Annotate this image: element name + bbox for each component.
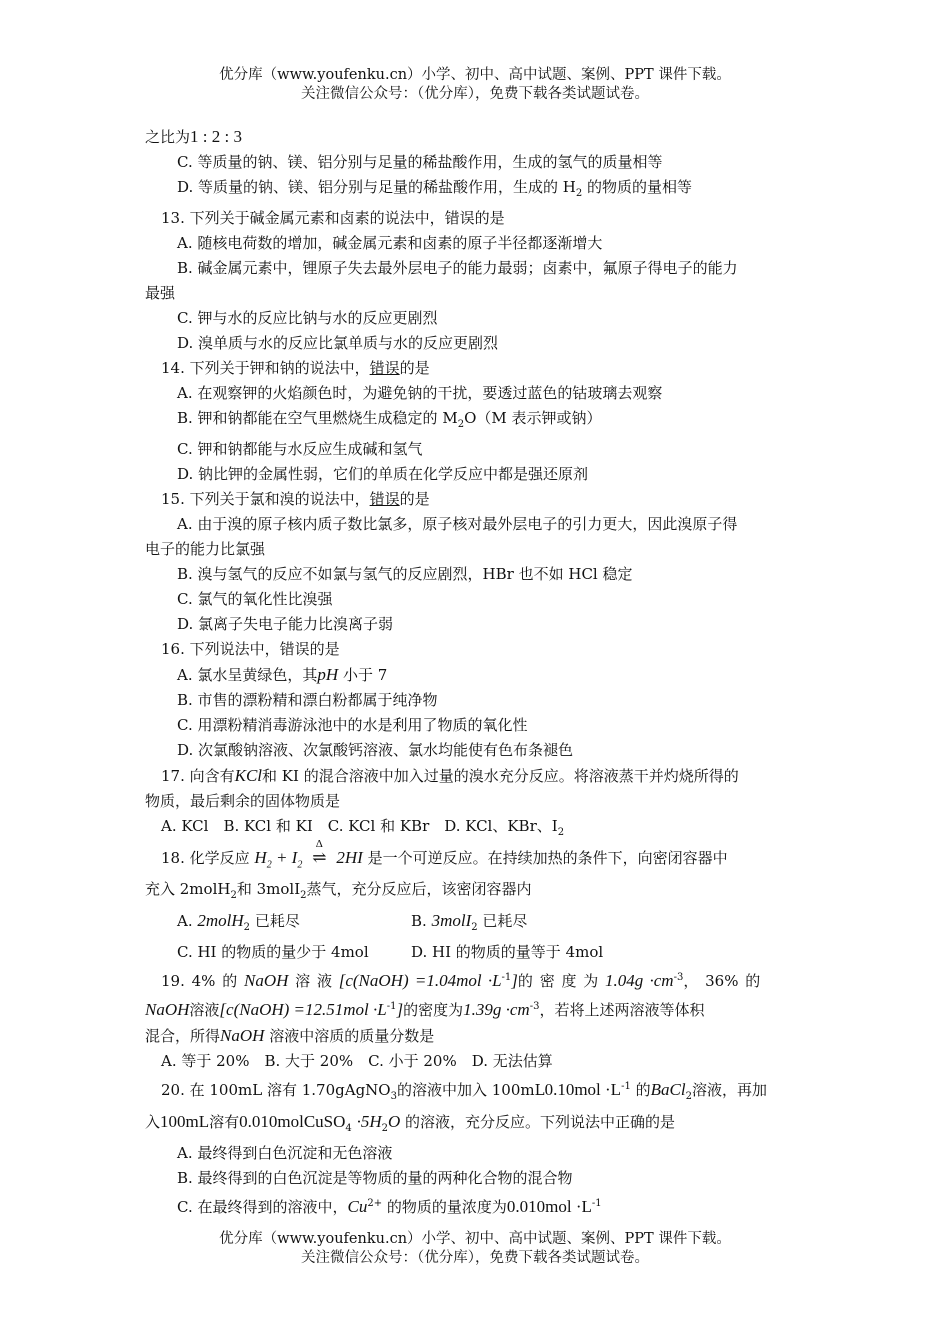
q18-options-ab: [145, 908, 810, 940]
question-content: [145, 124, 810, 1220]
q19-stem-line2: NaOH溶液[c(NaOH) $=12.51mol \cdot L^{-1}$]的密度为$1.39g \cdot cm^{-3}$，若将上述两溶液等体积: [145, 1000, 705, 1020]
reaction-equation: $H_2 + I_2$ Δ ⇌ 2HI: [254, 838, 363, 871]
q15-option-a-line2: 电子的能力比氯强: [145, 540, 266, 558]
page-header: [0, 66, 950, 104]
page-footer: [0, 1230, 950, 1268]
q19-options: A. 等于 20% B. 大于 20% C. 小于 20% D. 无法估算: [161, 1052, 553, 1071]
q15-option-c: C. 氯气的氧化性比溴强: [177, 590, 333, 608]
q18-stem-line1: 18. 化学反应 $H_2 + I_2$ Δ ⇌ 2HI 是一个可逆反应。在持续加热的条件下，向密闭容器中: [161, 838, 728, 871]
q17-stem-line1: 17. 向含有KCl和 KI 的混合溶液中加入过量的溴水充分反应。将溶液蒸干并灼烧所得的: [161, 766, 739, 785]
q13-option-b-line1: B. 碱金属元素中，锂原子失去最外层电子的能力最弱；卤素中，氟原子得电子的能力: [177, 259, 738, 277]
q20-stem-line2: 入100mL溶有0.010molCuSO$_4$ $\cdot 5H_2O$ 的溶液，充分反应。下列说法中正确的是: [145, 1112, 676, 1135]
q12-option-c: C. 等质量的钠、镁、铝分别与足量的稀盐酸作用，生成的氢气的质量相等: [177, 153, 663, 171]
q18-option-b: B. 3molI$_2$ 已耗尽: [411, 911, 528, 934]
kcl-formula: KCl: [234, 766, 263, 785]
q20-option-c: C. 在最终得到的溶液中，$Cu^{2+}$ 的物质的量浓度为$0.010mol \cdot L^{-1}$: [177, 1197, 602, 1217]
q20-option-b: B. 最终得到的白色沉淀是等物质的量的两种化合物的混合物: [177, 1169, 573, 1188]
q15-option-a-line1: A. 由于溴的原子核内质子数比氯多，原子核对最外层电子的引力更大，因此溴原子得: [177, 515, 738, 533]
q16-option-b: B. 市售的漂粉精和漂白粉都属于纯净物: [177, 691, 438, 709]
q15-stem: 15. 下列关于氯和溴的说法中，错误的是: [161, 490, 430, 508]
q13-option-b-line2: 最强: [145, 284, 176, 302]
q18-options-cd: [145, 940, 810, 965]
q19-stem-line1: 19. 4% 的 NaOH 溶 液 [c(NaOH) $=1.04mol \cdot L^{-1}$]的 密 度 为 $1.04g \cdot cm^{-3}$， 36% 的: [161, 971, 761, 991]
q13-stem: 13. 下列关于碱金属元素和卤素的说法中，错误的是: [161, 209, 505, 227]
q14-option-b: B. 钾和钠都能在空气里燃烧生成稳定的 $M_2O(M$ 表示钾或钠）: [177, 409, 602, 430]
q18-stem-line2: 充入 2molH$_2$和 3molI$_2$蒸气，充分反应后，该密闭容器内: [145, 880, 532, 902]
q14-option-c: C. 钾和钠都能与水反应生成碱和氢气: [177, 440, 423, 458]
q16-option-d: D. 次氯酸钠溶液、次氯酸钙溶液、氯水均能使有色布条褪色: [177, 741, 574, 759]
q14-option-d: D. 钠比钾的金属性弱，它们的单质在化学反应中都是强还原剂: [177, 465, 589, 483]
q15-option-b: B. 溴与氢气的反应不如氯与氢气的反应剧烈，HBr 也不如 HCl 稳定: [177, 565, 633, 583]
q17-options: A. KCl B. KCl 和 KI C. KCl 和 KBr D. KCl、KBr、$I_2$: [161, 817, 565, 838]
q20-option-a: A. 最终得到白色沉淀和无色溶液: [177, 1144, 393, 1163]
q18-option-a: A. 2molH$_2$ 已耗尽: [177, 911, 300, 934]
q16-option-c: C. 用漂粉精消毒游泳池中的水是利用了物质的氧化性: [177, 716, 528, 734]
header-line-2: 关注微信公众号：（优分库），免费下载各类试题试卷。: [301, 86, 649, 102]
q17-stem-line2: 物质，最后剩余的固体物质是: [145, 792, 341, 810]
q18-option-c: C. HI 的物质的量少于 4mol: [177, 943, 369, 962]
q15-option-d: D. 氯离子失电子能力比溴离子弱: [177, 615, 394, 633]
q16-option-a: A. 氯水呈黄绿色，其pH 小于 7: [177, 665, 388, 684]
q18-option-d: D. HI 的物质的量等于 4mol: [411, 943, 604, 962]
q14-stem: 14. 下列关于钾和钠的说法中，错误的是: [161, 359, 430, 377]
q13-option-c: C. 钾与水的反应比钠与水的反应更剧烈: [177, 309, 438, 327]
ph-formula: pH: [317, 665, 339, 684]
q20-stem-line1: 20. 在 100mL 溶有 1.70gAgNO$_3$的溶液中加入 $100mL0.10mol \cdot L^{-1}$ 的BaCl$_2$溶液，再加: [161, 1080, 767, 1103]
q16-stem: 16. 下列说法中，错误的是: [161, 640, 340, 658]
footer-line-1: 优分库（www.youfenku.cn）小学、初中、高中试题、案例、PPT 课件下载。: [219, 1231, 731, 1247]
reversible-arrow-icon: Δ ⇌: [312, 838, 327, 867]
header-line-1: 优分库（www.youfenku.cn）小学、初中、高中试题、案例、PPT 课件下载。: [219, 67, 731, 83]
q13-option-d: D. 溴单质与水的反应比氯单质与水的反应更剧烈: [177, 334, 499, 352]
footer-line-2: 关注微信公众号：（优分库），免费下载各类试题试卷。: [301, 1250, 649, 1266]
q13-option-a: A. 随核电荷数的增加，碱金属元素和卤素的原子半径都逐渐增大: [177, 234, 603, 252]
q12-continuation: 之比为1 : 2 : 3: [145, 127, 242, 146]
q12-option-d: D. 等质量的钠、镁、铝分别与足量的稀盐酸作用，生成的 $H_2$ 的物质的量相等: [177, 178, 693, 199]
ratio-formula: 1 : 2 : 3: [190, 127, 242, 146]
q19-stem-line3: 混合，所得NaOH 溶液中溶质的质量分数是: [145, 1026, 435, 1046]
q14-option-a: A. 在观察钾的火焰颜色时，为避免钠的干扰，要透过蓝色的钴玻璃去观察: [177, 384, 663, 402]
